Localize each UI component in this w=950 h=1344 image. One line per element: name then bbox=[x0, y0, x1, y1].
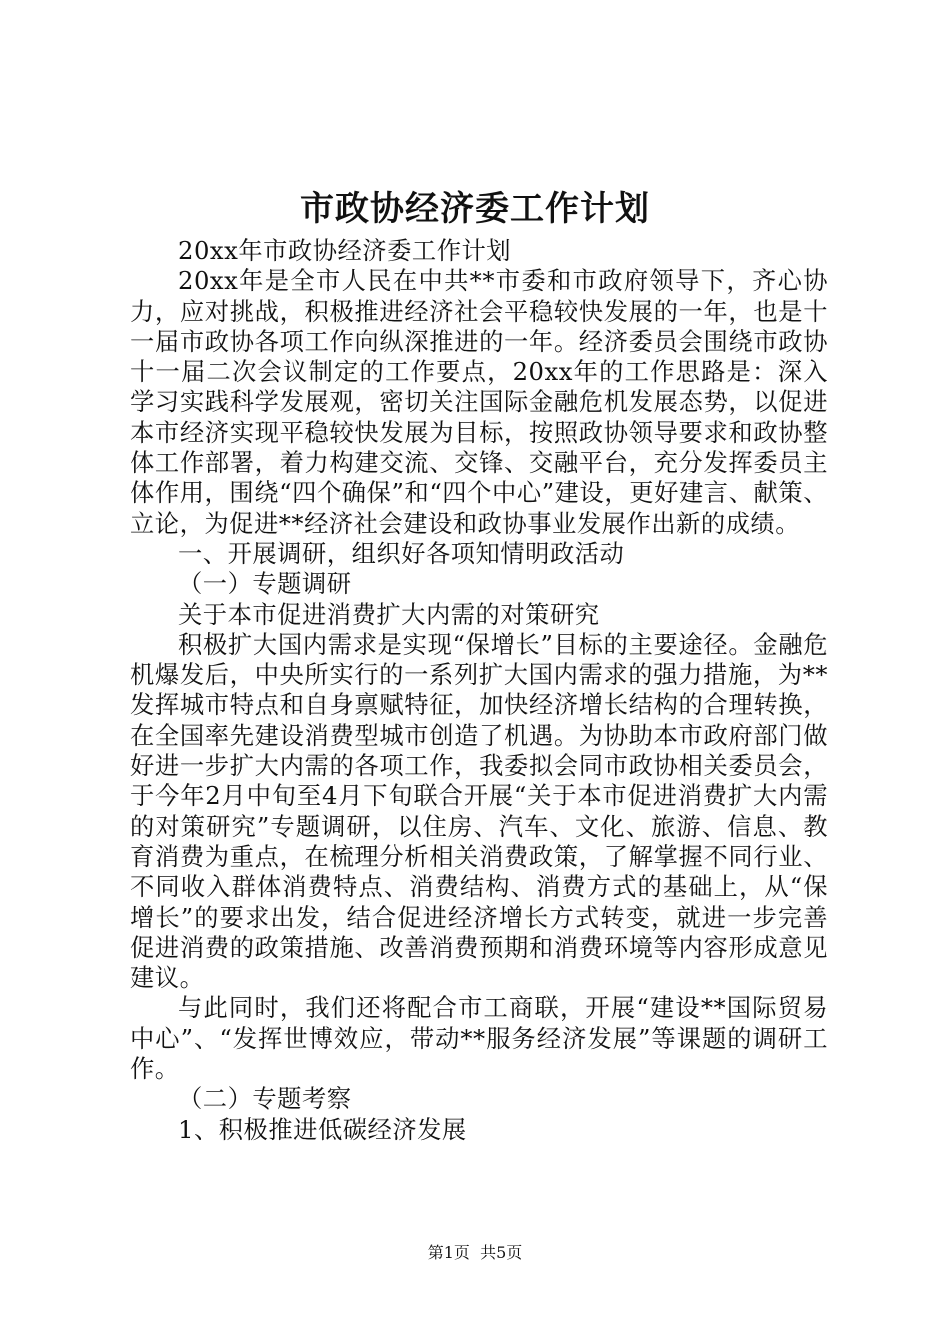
intro-paragraph: 20xx年是全市人民在中共**市委和市政府领导下，齐心协力，应对挑战，积极推进经济社会平稳较快发展的一年，也是十一届市政协各项工作向纵深推进的一年。经济委员会围绕市政协十一届二次会议制定的工作要点，20xx年的工作思路是：深入学习实践科学发展观，密切关注国际金融危机发展态势，以促进本市经济实现平稳较快发展为目标，按照政协领导要求和政协整体工作部署，着力构建交流、交锋、交融平台，充分发挥委员主体作用，围绕“四个确保”和“四个中心”建设，更好建言、献策、立论，为促进**经济社会建设和政协事业发展作出新的成绩。 bbox=[130, 266, 828, 538]
topic-heading: 关于本市促进消费扩大内需的对策研究 bbox=[178, 599, 600, 629]
subsection-heading: （二）专题考察 bbox=[178, 1084, 352, 1114]
list-item-heading: 1、积极推进低碳经济发展 bbox=[178, 1114, 467, 1144]
page-number-footer: 第1页 共5页 bbox=[427, 1243, 523, 1262]
document-body bbox=[130, 236, 828, 1145]
subtitle-paragraph: 20xx年市政协经济委工作计划 bbox=[178, 236, 512, 265]
subsection-heading: （一）专题调研 bbox=[178, 569, 352, 599]
document-title: 市政协经济委工作计划 bbox=[300, 189, 650, 229]
body-paragraph: 与此同时，我们还将配合市工商联，开展“建设**国际贸易中心”、“发挥世博效应，带动**服务经济发展”等课题的调研工作。 bbox=[130, 993, 828, 1084]
body-paragraph: 积极扩大国内需求是实现“保增长”目标的主要途径。金融危机爆发后，中央所实行的一系列扩大国内需求的强力措施，为**发挥城市特点和自身禀赋特征，加快经济增长结构的合理转换，在全国率先建设消费型城市创造了机遇。为协助本市政府部门做好进一步扩大内需的各项工作，我委拟会同市政协相关委员会，于今年2月中旬至4月下旬联合开展“关于本市促进消费扩大内需的对策研究”专题调研，以住房、汽车、文化、旅游、信息、教育消费为重点，在梳理分析相关消费政策，了解掌握不同行业、不同收入群体消费特点、消费结构、消费方式的基础上，从“保增长”的要求出发，结合促进经济增长方式转变，就进一步完善促进消费的政策措施、改善消费预期和消费环境等内容形成意见建议。 bbox=[130, 629, 828, 993]
section-heading: 一、开展调研，组织好各项知情明政活动 bbox=[178, 538, 625, 568]
